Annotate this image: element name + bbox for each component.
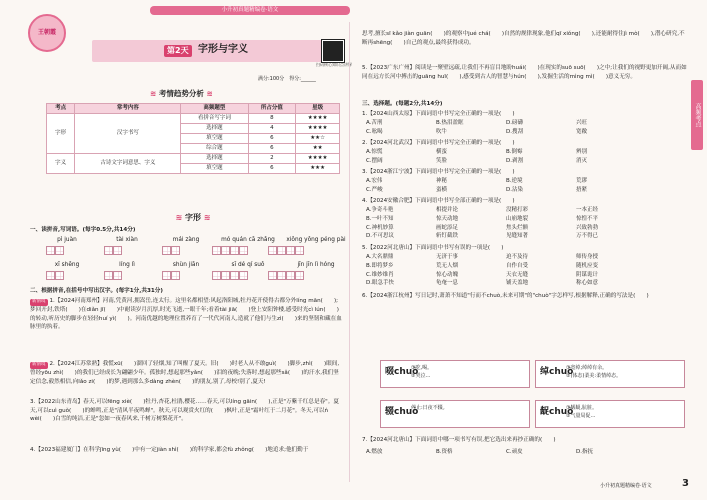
table-row: 填空题 6 ★★★ — [47, 164, 340, 174]
q3-5-stem: 5.【2022河北唐山】下面词语中书写有误的一项是( ) — [362, 245, 504, 251]
q3-4-stem: 4.【2024安徽合肥】下面词语中书写全部正确的一项是( ) — [362, 198, 515, 204]
q3-4-options[interactable]: A.争奇斗艳 相提并论 没精打彩 一本正经 B.一叶不知 惊天动地 山崩地裂 惊惶不平 C.神机妙算 画蛇添足 焦头烂额 兴致勃勃 D.不可思议 斩钉截铁 见缝知著 万不得已 — [366, 207, 599, 240]
q3-2-options[interactable]: A.惊慌 横蛮 B.倒霉 辨别 C.摆阔 笑脸 D.剥割 消灭 — [366, 149, 588, 164]
table-row: 选择题 4 ★★★★ — [47, 124, 340, 134]
q3-7-options[interactable]: A.燃放 B.资格 C.顽皮 D.指抚 — [366, 449, 593, 455]
q2-passage-1: 新情境 1.【2024河南郑州】河南,凭黄河,拥嵩岳,连太行。这里名都相望:风起洛阳城,牡丹花开使得古都分外líng mān( );梦回开封,铁塔( )在diǎn jī( )中耐读岁月沉厚,时光飞逝,一眼千年;看着tài jiā( )登上安阳钟楼,感受时光cì lún( )的转动,听历史的脚步在轻轻huí yì( )。河南优越的地理位置养育了一代代河南人,造就了他们与生zì( )来的坚韧和藏在血脉里的执着。 — [30, 298, 342, 331]
q3-2-stem: 2.【2024河北武汉】下面词语中书写完全正确的一项是( ) — [362, 140, 515, 146]
answer-boxes-row-2[interactable] — [46, 271, 304, 280]
table-row: 字形 汉字书写 看拼音写字词 8 ★★★★ — [47, 114, 340, 124]
table-row: 填空题 6 ★★☆ — [47, 134, 340, 144]
score-line: 满分:100分 得分:______ — [258, 76, 316, 82]
header-banner: 小升初真题精编卷·语文 — [150, 6, 350, 15]
col-header: 所占分值 — [248, 104, 296, 114]
dict-card-c[interactable]: 辍chuò 停止:日夜不辍。 — [380, 400, 530, 428]
dict-card-d[interactable]: 龊chuò ①龌龊,肮脏。 ②气量局促… — [535, 400, 685, 428]
col-header: 高频题型 — [181, 104, 248, 114]
page-title: 字形与字义 — [198, 44, 248, 55]
qr-label: 扫码核心知识点讲解 — [316, 62, 352, 67]
table-row: 综合题 6 ★★ — [47, 144, 340, 154]
q3-3-options[interactable]: A.宏伟 神秘 B.逆境 荒谬 C.严峻 蛮横 D.沾染 捂紧 — [366, 178, 588, 193]
col-header: 常考内容 — [75, 104, 181, 114]
q3-6-stem: 6.【2024浙江杭州】写日记时,萧萧不知道"行而不chuò,未来可期"的"chuò"字怎样写,根据解释,正确的写法是( ) — [362, 293, 649, 299]
table-row: 字义 古诗文字词意思、字义 选择题 2 ★★★★ — [47, 154, 340, 164]
dict-card-b[interactable]: 绰chuò ①宽绰;绰绰有余。 ②(体态)柔美:柔情绰态。 — [535, 360, 685, 388]
q3-7-stem: 7.【2024河北唐山】下面词语中哪一项书写有误,把它选出来再抄正确的( ) — [362, 437, 556, 443]
pinyin-row-1: pì juàn tài xiàn mái zàng mó quán cā zhǎng xiōng yǒng péng pài — [57, 237, 346, 243]
dict-card-a[interactable]: 啜chuò ①吃,喝。 ②哭泣… — [380, 360, 530, 388]
q2-passage-3: 3.【2022山东青岛】春天,可以fēng xiè( )牡丹,杏花,杜鹃,樱花……春天,可以líng gāin( ),正是"万紫千红总是春"。夏天,可以cuì guǒ( )的蝉鸣,正是"清风半夜鸣蝉"。秋天,可以观赏火红的( )枫叶,正是"霜叶红于二月花"。冬天,可以ń wèi( )白雪的纯洁,正是"忽如一夜春风来,千树万树梨花开"。 — [30, 399, 339, 423]
column-divider — [349, 22, 350, 482]
day-badge: 第2天 — [164, 45, 192, 57]
q2-passage-2: 新情境 2.【2024江苏常熟】我慌xū( )溜回了轻烟,知了叫醒了夏天。旧( )时老人从不敢guì( )脚步,zhì( )眼间,曾经yōu zhì( )的我们已经成长为翩翩少年。孤独时,想起那些yǎn( )泪的夜晚;失落时,想起那些sǎ( )的汗水,我们坚定信念,毅然相信,向lǎo zi( )的梦,遇到那么多dàng zhèn( )的朋友,别了,母校!别了,夏天! — [30, 361, 340, 385]
page-number: 3 — [682, 478, 689, 489]
q1-heading: 一、读拼音,写词语。(每字0.5分,共14分) — [30, 227, 136, 233]
side-tab[interactable]: 高频考点 — [691, 80, 703, 150]
q3-3-stem: 3.【2024浙江宁波】下面词语中书写完全正确的一项是( ) — [362, 169, 515, 175]
q2-passage-4-cont: 思考,擅长sī kǎo jiàn guān( )的观察中jué chá( )自然的规律现象,他们qī xiǒng( ),还能耐得住jì mò( ),潜心研究,不断再shēng( )自己的观点,最终获得成功。 — [362, 31, 685, 46]
footer-label: 小升初真题精编卷·语文 — [600, 483, 652, 489]
q2-passage-4: 4.【2023福建厦门】在科学jīng yù( )中有一定jiàn shì( )的科学家,都会fù zhǒng( )地追求;他们勤于 — [30, 447, 309, 453]
brand-logo: 王朝霞 — [28, 14, 66, 52]
q2-passage-5: 5.【2023广东广州】阅读是一聚壁远疏,让我们不再盲目地盼huái( )在现实的suō suō( )之中;让我们的视野更加开阔,从而如同在远方长河中搏击的guāng huī( ),感受到古人的智慧与hún( ),发掘生活的mìng mì( )意义无穷。 — [362, 65, 687, 80]
section-zixing: ≋ 字形 ≋ — [175, 213, 211, 222]
pinyin-row-2: xī shēng líng lì shùn jiān sī dé qí suǒ jīn jīn lì hóng — [54, 262, 335, 268]
answer-boxes-row-1[interactable] — [46, 246, 304, 255]
q3-5-options[interactable]: A.大名鼎鼎 无济于事 迫不及待 师传身授 B.即将梦乡 荒无人烟 自作自受 随机应变 C.维妙维肖 惊心动魄 天衣无缝 阴谋诡计 D.眼急手快 龟奄一息 铺天盖地 称心如意 — [366, 254, 599, 287]
q3-1-stem: 1.【2024山西太原】下面词语中书写完全正确的一项是( ) — [362, 111, 515, 117]
col-header: 考点 — [47, 104, 75, 114]
qr-code-icon[interactable] — [322, 40, 344, 62]
analysis-table — [46, 103, 340, 174]
q3-heading: 三、选择题。(每题2分,共14分) — [362, 101, 443, 107]
q3-1-options[interactable]: A.苦刑 B.热泪盈眶 D.磅礴 兴旺 C.吆喝 吹牛 D.搜刮 宽敞 — [366, 120, 588, 135]
q2-heading: 二、根据拼音,在括号中写出汉字。(每字1分,共31分) — [30, 288, 163, 294]
analysis-title: ≋ 考情趋势分析 ≋ — [150, 89, 213, 98]
col-header: 星级 — [296, 104, 340, 114]
